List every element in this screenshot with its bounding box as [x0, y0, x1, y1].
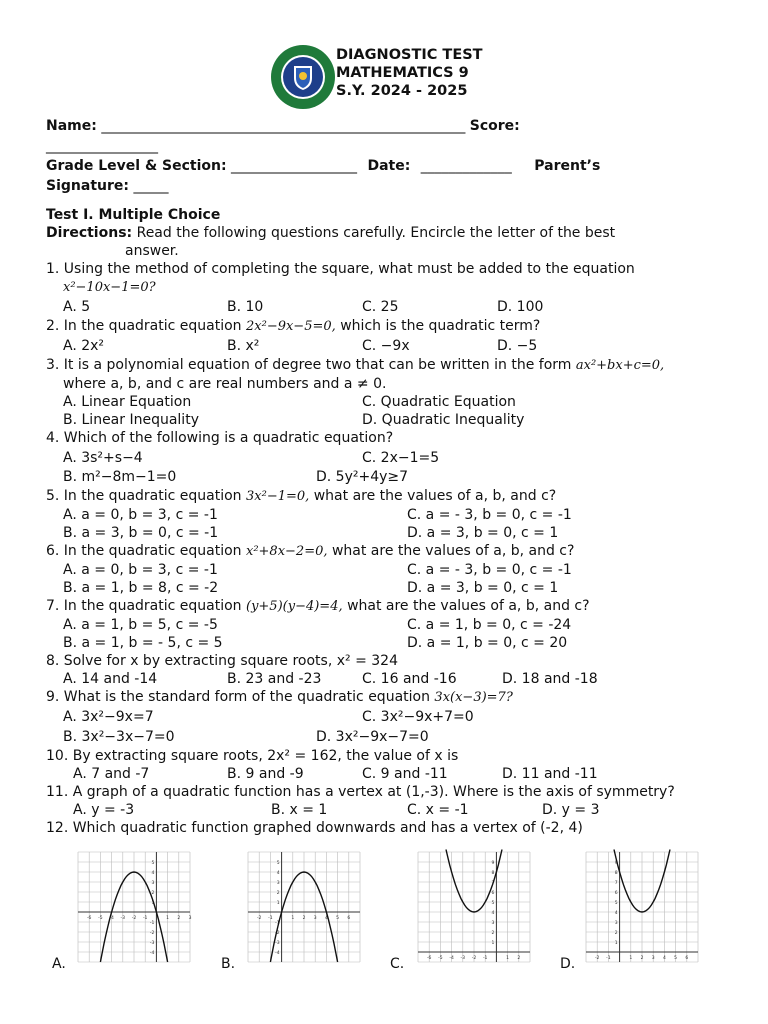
y-tick-label: 2 [491, 931, 495, 936]
q2-choice-d[interactable]: D. −5 [497, 338, 538, 354]
q1-choice-b[interactable]: B. 10 [227, 299, 264, 315]
y-tick-label: 9 [614, 861, 618, 866]
y-tick-label: 9 [491, 861, 495, 866]
x-tick-label: 2 [302, 916, 306, 921]
q9-math: 3x(x−3)=7? [434, 690, 513, 705]
q8-choice-d[interactable]: D. 18 and -18 [502, 671, 598, 687]
x-tick-label: -4 [109, 916, 114, 921]
y-tick-label: 1 [491, 941, 495, 946]
q5-choice-d[interactable]: D. a = 3, b = 0, c = 1 [407, 525, 559, 541]
q4-choice-b[interactable]: B. m²−8m−1=0 [63, 469, 177, 485]
y-tick-label: 4 [276, 871, 280, 876]
q7-math: (y+5)(y−4)=4, [246, 599, 343, 614]
q10-choice-a[interactable]: A. 7 and -7 [73, 766, 150, 782]
q3-choice-c[interactable]: C. Quadratic Equation [362, 394, 516, 410]
q9-stem: 9. What is the standard form of the quadratic equation [46, 689, 430, 705]
test-title: DIAGNOSTIC TEST [336, 47, 483, 63]
q3-choice-a[interactable]: A. Linear Equation [63, 394, 192, 410]
grid-lines [78, 852, 190, 962]
q3-choice-b[interactable]: B. Linear Inequality [63, 412, 199, 428]
q6-choice-c[interactable]: C. a = - 3, b = 0, c = -1 [407, 562, 572, 578]
name-row [46, 118, 520, 134]
y-tick-label: 8 [491, 871, 495, 876]
q3-math: ax²+bx+c=0, [575, 358, 665, 373]
y-tick-label: -1 [275, 921, 280, 926]
x-tick-label: -2 [471, 956, 477, 961]
y-tick-label: 1 [151, 901, 155, 906]
x-tick-label: -2 [256, 916, 262, 921]
q5-choice-a[interactable]: A. a = 0, b = 3, c = -1 [63, 507, 218, 523]
y-tick-label: 4 [491, 911, 495, 916]
q1-choice-a[interactable]: A. 5 [63, 299, 91, 315]
y-tick-label: -4 [149, 951, 155, 956]
date-label: Date: [367, 158, 411, 174]
q3-stem-row [46, 357, 664, 373]
x-tick-label: 2 [640, 956, 644, 961]
x-tick-label: -1 [268, 916, 273, 921]
x-tick-label: -2 [131, 916, 137, 921]
q4-choice-a[interactable]: A. 3s²+s−4 [63, 450, 143, 466]
y-tick-label: 6 [491, 891, 495, 896]
q4-choice-d[interactable]: D. 5y²+4y≥7 [316, 469, 409, 485]
q12-choice-d[interactable]: D. [560, 956, 576, 972]
y-tick-label: 2 [276, 891, 280, 896]
y-tick-label: -1 [149, 921, 155, 926]
x-tick-label: 3 [651, 956, 655, 961]
y-tick-label: 2 [614, 931, 618, 936]
q3-stem-cont: where a, b, and c are real numbers and a ≠ 0. [63, 376, 387, 392]
q12-choice-b[interactable]: B. [221, 956, 236, 972]
y-tick-label: 1 [276, 901, 280, 906]
q8-stem: 8. Solve for x by extracting square roots, x² = 324 [46, 653, 398, 669]
y-tick-label: -3 [275, 941, 280, 946]
q10-choice-b[interactable]: B. 9 and -9 [227, 766, 304, 782]
x-tick-label: 6 [347, 916, 351, 921]
q2-choice-b[interactable]: B. x² [227, 338, 260, 354]
q9-stem-row [46, 689, 513, 705]
q11-choice-d[interactable]: D. y = 3 [542, 802, 600, 818]
grade-field[interactable]: __________________ [231, 158, 358, 174]
x-tick-label: -1 [606, 956, 611, 961]
q12-stem: 12. Which quadratic function graphed downwards and has a vertex of (-2, 4) [46, 820, 583, 836]
y-tick-label: 3 [491, 921, 495, 926]
x-tick-label: -1 [142, 916, 148, 921]
x-tick-label: -3 [460, 956, 466, 961]
x-tick-label: 2 [177, 916, 181, 921]
x-tick-label: 1 [166, 916, 170, 921]
date-field[interactable]: _____________ [420, 158, 512, 174]
x-tick-label: 4 [662, 956, 666, 961]
y-tick-label: 2 [151, 891, 155, 896]
q5-math: 3x²−1=0, [246, 489, 310, 504]
q9-choice-a[interactable]: A. 3x²−9x=7 [63, 709, 154, 725]
parent-label: Parent’s [534, 158, 601, 174]
q11-choice-a[interactable]: A. y = -3 [73, 802, 135, 818]
q12-choice-a[interactable]: A. [52, 956, 66, 972]
grade-row [46, 158, 600, 174]
q10-choice-d[interactable]: D. 11 and -11 [502, 766, 598, 782]
q6-stem: 6. In the quadratic equation [46, 543, 242, 559]
q1-choice-d[interactable]: D. 100 [497, 299, 544, 315]
x-tick-label: -6 [426, 956, 432, 961]
y-tick-label: 5 [276, 861, 280, 866]
signature-row [46, 178, 168, 194]
x-tick-label: -1 [482, 956, 488, 961]
q2-stem: 2. In the quadratic equation [46, 318, 242, 334]
x-tick-label: 5 [336, 916, 340, 921]
subject-title: MATHEMATICS 9 [336, 65, 469, 81]
q11-stem: 11. A graph of a quadratic function has a vertex at (1,-3). Where is the axis of symmetry? [46, 784, 675, 800]
q6-choice-a[interactable]: A. a = 0, b = 3, c = -1 [63, 562, 218, 578]
q2-math: 2x²−9x−5=0, [246, 319, 336, 334]
grid-lines [248, 852, 360, 962]
x-tick-label: 1 [291, 916, 295, 921]
x-tick-label: 2 [517, 956, 521, 961]
q7-stem-row [46, 598, 590, 614]
y-tick-label: 5 [614, 901, 618, 906]
x-tick-label: -5 [438, 956, 443, 961]
q7-choice-b[interactable]: B. a = 1, b = - 5, c = 5 [63, 635, 223, 651]
q8-choice-a[interactable]: A. 14 and -14 [63, 671, 158, 687]
directions-cont: answer. [125, 243, 179, 259]
y-tick-label: 4 [151, 871, 155, 876]
y-tick-label: 6 [614, 891, 618, 896]
y-tick-label: -2 [275, 931, 280, 936]
y-tick-label: 7 [491, 881, 495, 886]
q7-choice-d[interactable]: D. a = 1, b = 0, c = 20 [407, 635, 568, 651]
q4-stem: 4. Which of the following is a quadratic equation? [46, 430, 394, 446]
test-heading: Test I. Multiple Choice [46, 207, 221, 223]
score-label: Score: [469, 118, 520, 134]
q9-choice-d[interactable]: D. 3x²−9x−7=0 [316, 729, 429, 745]
x-tick-label: 3 [188, 916, 192, 921]
q6-choice-d[interactable]: D. a = 3, b = 0, c = 1 [407, 580, 559, 596]
school-seal [270, 44, 336, 110]
q1-math: x²−10x−1=0? [63, 280, 156, 295]
x-tick-label: -6 [86, 916, 92, 921]
q2-choice-c[interactable]: C. −9x [362, 338, 410, 354]
q11-choice-b[interactable]: B. x = 1 [271, 802, 328, 818]
q12-choice-c[interactable]: C. [390, 956, 405, 972]
q4-choice-c[interactable]: C. 2x−1=5 [362, 450, 440, 466]
q2-choice-a[interactable]: A. 2x² [63, 338, 105, 354]
q5-choice-c[interactable]: C. a = - 3, b = 0, c = -1 [407, 507, 572, 523]
x-tick-label: 4 [324, 916, 328, 921]
q12-graph-b [240, 846, 368, 968]
q6-stem-row [46, 543, 574, 559]
q2-stem-end: which is the quadratic term? [340, 318, 541, 334]
x-tick-label: 1 [506, 956, 510, 961]
y-tick-label: 5 [491, 901, 495, 906]
y-tick-label: 3 [614, 921, 618, 926]
q12-graph-c [410, 846, 538, 968]
q5-stem-row [46, 488, 556, 504]
q6-choice-b[interactable]: B. a = 1, b = 8, c = -2 [63, 580, 219, 596]
q7-choice-c[interactable]: C. a = 1, b = 0, c = -24 [407, 617, 572, 633]
grid-lines [418, 852, 530, 962]
y-tick-label: -2 [149, 931, 155, 936]
signature-label: Signature: [46, 178, 129, 194]
q10-stem: 10. By extracting square roots, 2x² = 162, the value of x is [46, 748, 459, 764]
name-field[interactable]: ____________________________________________________ [101, 118, 466, 134]
x-tick-label: 6 [685, 956, 689, 961]
y-tick-label: -4 [275, 951, 280, 956]
grid-lines [586, 852, 698, 962]
x-tick-label: -4 [449, 956, 454, 961]
directions-text: Read the following questions carefully. Encircle the letter of the best [136, 225, 616, 241]
x-tick-label: 3 [313, 916, 317, 921]
x-tick-label: 5 [674, 956, 678, 961]
y-tick-label: 1 [614, 941, 618, 946]
q5-stem: 5. In the quadratic equation [46, 488, 242, 504]
q7-choice-a[interactable]: A. a = 1, b = 5, c = -5 [63, 617, 218, 633]
q3-choice-d[interactable]: D. Quadratic Inequality [362, 412, 525, 428]
signature-field[interactable]: _____ [133, 178, 169, 194]
school-year: S.Y. 2024 - 2025 [336, 83, 468, 99]
x-tick-label: -2 [594, 956, 600, 961]
directions-label: Directions: [46, 225, 133, 241]
y-tick-label: 4 [614, 911, 618, 916]
q7-stem-end: what are the values of a, b, and c? [347, 598, 590, 614]
q5-stem-end: what are the values of a, b, and c? [313, 488, 557, 504]
q1-choice-c[interactable]: C. 25 [362, 299, 399, 315]
y-tick-label: 5 [151, 861, 155, 866]
y-tick-label: 3 [276, 881, 280, 886]
x-tick-label: -3 [120, 916, 126, 921]
score-field[interactable]: ________________ [46, 138, 158, 154]
q2-stem-row [46, 318, 540, 334]
q12-graph-d [578, 846, 706, 968]
q8-choice-b[interactable]: B. 23 and -23 [227, 671, 322, 687]
q5-choice-b[interactable]: B. a = 3, b = 0, c = -1 [63, 525, 219, 541]
y-tick-label: 7 [614, 881, 618, 886]
q8-choice-c[interactable]: C. 16 and -16 [362, 671, 457, 687]
name-label: Name: [46, 118, 97, 134]
q9-choice-b[interactable]: B. 3x²−3x−7=0 [63, 729, 175, 745]
school-seal-icon [270, 44, 336, 110]
grade-label: Grade Level & Section: [46, 158, 227, 174]
q12-graph-a [70, 846, 198, 968]
y-tick-label: -3 [149, 941, 155, 946]
q9-choice-c[interactable]: C. 3x²−9x+7=0 [362, 709, 474, 725]
x-tick-label: 1 [629, 956, 633, 961]
q6-stem-end: what are the values of a, b, and c? [331, 543, 575, 559]
q10-choice-c[interactable]: C. 9 and -11 [362, 766, 448, 782]
q7-stem: 7. In the quadratic equation [46, 598, 242, 614]
q3-stem: 3. It is a polynomial equation of degree two that can be written in the form [46, 357, 572, 373]
q11-choice-c[interactable]: C. x = -1 [407, 802, 469, 818]
q6-math: x²+8x−2=0, [246, 544, 328, 559]
directions [46, 225, 615, 241]
q1-stem: 1. Using the method of completing the square, what must be added to the equation [46, 261, 635, 277]
y-tick-label: 3 [151, 881, 155, 886]
x-tick-label: -5 [98, 916, 103, 921]
y-tick-label: 8 [614, 871, 618, 876]
